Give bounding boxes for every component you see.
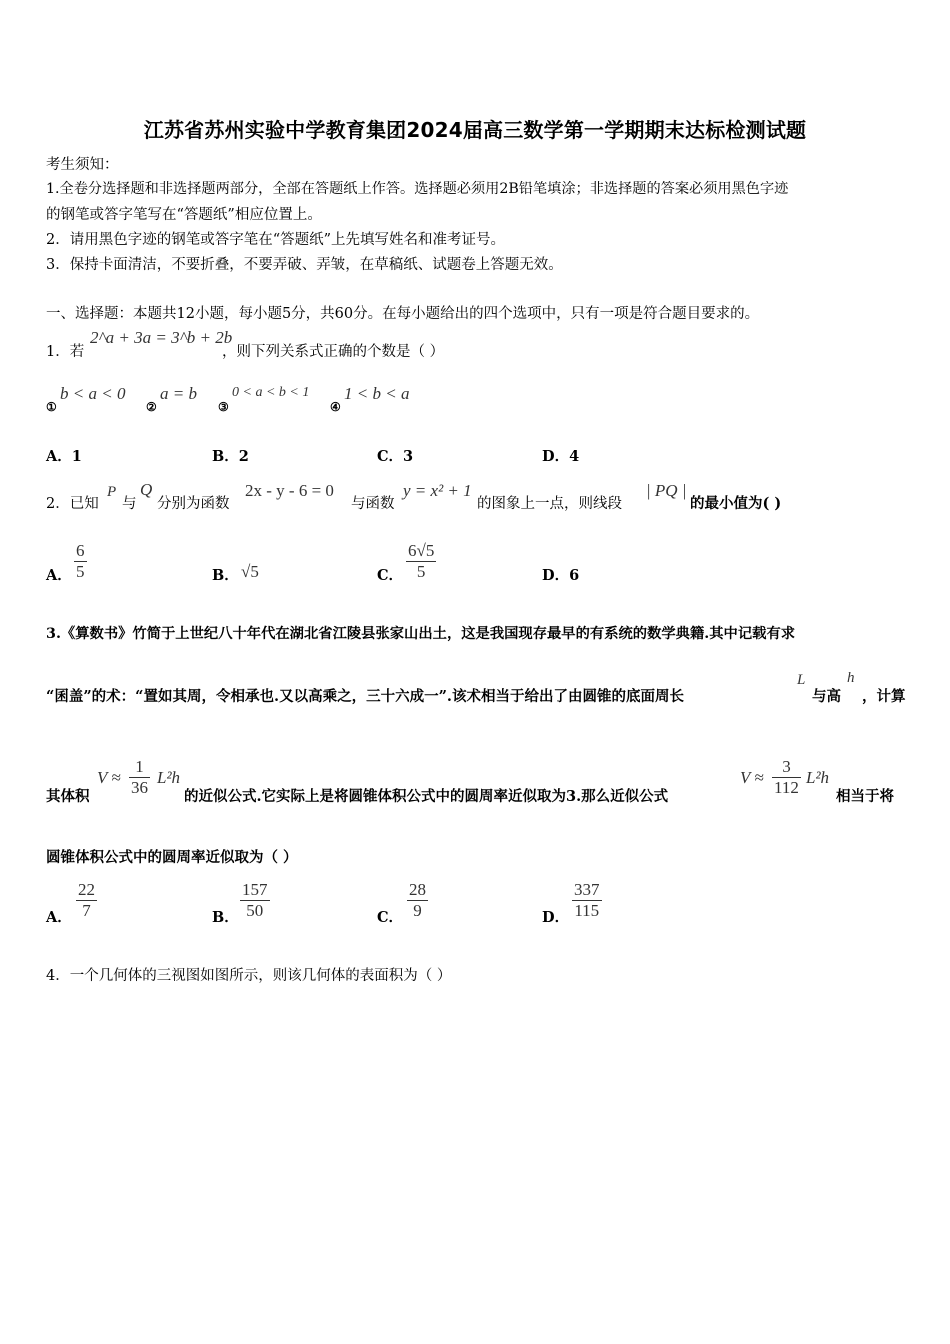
q1-statement-4: 1 < b < a — [344, 384, 410, 403]
q2-function-2: y = x² + 1 — [403, 481, 472, 500]
q3-option-c-label: C． — [377, 909, 404, 926]
q2-option-b-value: √5 — [241, 562, 259, 581]
notice-item-1-cont: 的钢笔或答字笔写在“答题纸”相应位置上。 — [46, 207, 322, 223]
q2-text-3: 分别为函数 — [157, 496, 230, 512]
q3-l2h-2: L²h — [806, 768, 830, 787]
notice-item-2: 2．请用黑色字迹的钢笔或答字笔在“答题纸”上先填写姓名和准考证号。 — [46, 232, 506, 248]
q2-segment-pq: | PQ | — [646, 481, 687, 500]
q3-line-2a: “囷盖”的术：“置如其周，令相承也.又以高乘之，三十六成一”.该术相当于给出了由圆锥的底面周长 — [46, 688, 684, 705]
q3-line-3b: 的近似公式.它实际上是将圆锥体积公式中的圆周率近似取为3.那么近似公式 — [184, 788, 669, 805]
q3-line-3c: 相当于将 — [836, 788, 894, 805]
q3-option-a-label: A． — [46, 909, 72, 926]
q1-statement-2-mark: ② — [146, 400, 157, 414]
q3-line-3a: 其体积 — [46, 788, 90, 805]
q3-option-a-value: $\frac{22}{7}$ — [78, 880, 95, 920]
q2-option-c-value: $\frac{6√5}{5}$ — [408, 541, 435, 581]
q4-text: 4．一个几何体的三视图如图所示，则该几何体的表面积为（ ） — [46, 968, 452, 984]
q1-equation: 2^a + 3a = 3^b + 2b — [90, 328, 233, 347]
q3-line-2c: ，计算 — [862, 688, 906, 705]
q3-var-l: L — [797, 672, 806, 688]
q2-function-1: 2x - y - 6 = 0 — [245, 481, 334, 500]
notice-item-3: 3．保持卡面清洁，不要折叠，不要弄破、弄皱，在草稿纸、试题卷上答题无效。 — [46, 257, 563, 273]
section-heading: 一、选择题：本题共12小题，每小题5分，共60分。在每小题给出的四个选项中，只有一项是符合题目要求的。 — [46, 306, 760, 322]
q2-text-5: 的图象上一点，则线段 — [477, 496, 622, 512]
notice-heading: 考生须知： — [46, 157, 119, 173]
q2-point-q: Q — [140, 480, 153, 499]
q3-option-d-value: $\frac{337}{115}$ — [574, 880, 600, 920]
q3-approx-2: V ≈ — [740, 768, 764, 787]
q1-option-d: D．4 — [542, 448, 580, 465]
q1-prefix: 1．若 — [46, 344, 85, 360]
q3-option-b-label: B． — [212, 909, 239, 926]
q1-statement-1-mark: ① — [46, 400, 57, 414]
q2-text-4: 与函数 — [351, 496, 395, 512]
page-title: 江苏省苏州实验中学教育集团2024届高三数学第一学期期末达标检测试题 — [143, 118, 807, 142]
notice-item-1: 1.全卷分选择题和非选择题两部分，全部在答题纸上作答。选择题必须用2B铅笔填涂；非选择题的答案必须用黑色字迹 — [46, 181, 789, 197]
q1-option-c: C．3 — [377, 448, 414, 465]
q3-fraction-2: $\frac{3}{112}$ — [774, 757, 799, 797]
q3-line-2b: 与高 — [812, 688, 841, 705]
q3-option-d-label: D． — [542, 909, 570, 926]
q3-line-1: 3.《算数书》竹简于上世纪八十年代在湖北省江陵县张家山出土，这是我国现存最早的有系统的数学典籍.其中记载有求 — [46, 626, 796, 642]
q3-approx-1: V ≈ — [97, 768, 121, 787]
q2-option-b-label: B． — [212, 567, 239, 584]
q2-text-2: 与 — [122, 496, 137, 512]
q2-text-6: 的最小值为( ) — [690, 495, 782, 512]
q3-var-h: h — [847, 670, 855, 686]
q1-option-a: A．1 — [46, 448, 82, 465]
q3-fraction-1: $\frac{1}{36}$ — [131, 757, 148, 797]
q1-suffix: ，则下列关系式正确的个数是（ ） — [222, 344, 445, 360]
q1-statement-1: b < a < 0 — [60, 384, 126, 403]
q2-option-d: D．6 — [542, 567, 580, 584]
q2-option-a-label: A． — [46, 567, 72, 584]
q2-text-1: 2．已知 — [46, 496, 99, 512]
q2-point-p: P — [107, 484, 117, 500]
q3-line-4: 圆锥体积公式中的圆周率近似取为（ ） — [46, 849, 298, 866]
q1-statement-3-mark: ③ — [218, 400, 229, 414]
q1-statement-3: 0 < a < b < 1 — [232, 385, 310, 400]
q3-option-b-value: $\frac{157}{50}$ — [242, 880, 268, 920]
q3-l2h-1: L²h — [157, 768, 181, 787]
q2-option-c-label: C． — [377, 567, 404, 584]
q2-option-a-value: $\frac{6}{5}$ — [76, 541, 85, 581]
q1-option-b: B．2 — [212, 448, 249, 465]
q1-statement-2: a = b — [160, 384, 197, 403]
q1-statement-4-mark: ④ — [330, 400, 341, 414]
q3-option-c-value: $\frac{28}{9}$ — [409, 880, 426, 920]
